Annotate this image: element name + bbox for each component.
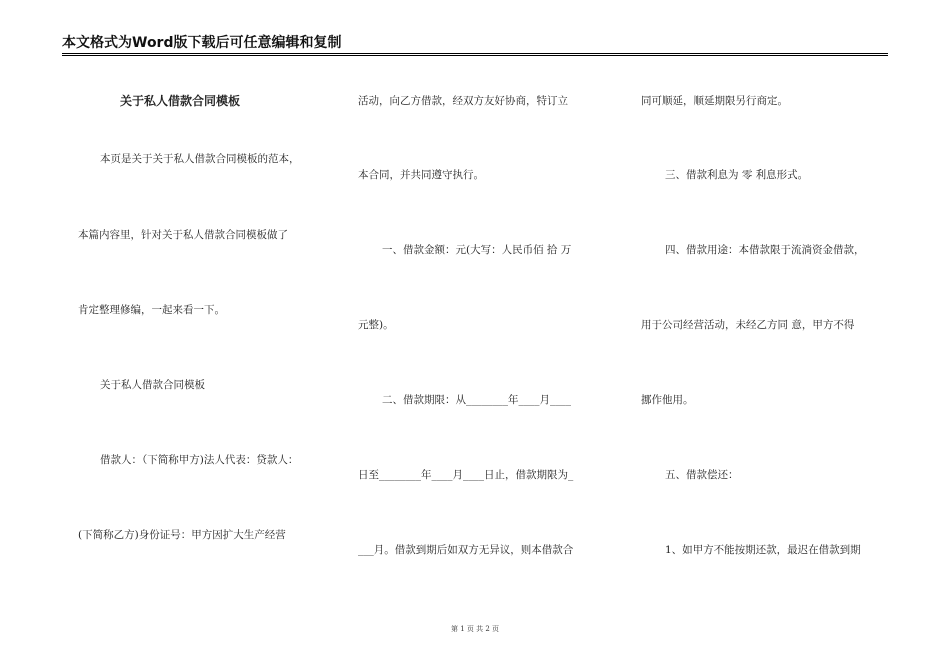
text-column-3 bbox=[641, 0, 886, 672]
clause-line: 三、借款利息为 零 利息形式。 bbox=[665, 169, 809, 181]
text-line: 活动，向乙方借款，经双方友好协商，特订立 bbox=[358, 95, 568, 107]
text-line: ___月。借款到期后如双方无异议，则本借款合 bbox=[358, 544, 574, 556]
page-number-footer: 第 1 页 共 2 页 bbox=[450, 625, 500, 633]
clause-line: 一、借款金额：元(大写：人民币佰 拾 万 bbox=[382, 244, 572, 256]
text-column-1 bbox=[76, 0, 326, 672]
text-line: 肯定整理修编，一起来看一下。 bbox=[78, 304, 225, 316]
text-line: 元整)。 bbox=[358, 319, 394, 331]
text-line: 挪作他用。 bbox=[641, 394, 694, 406]
text-line: 借款人：（下简称甲方)法人代表：贷款人： bbox=[100, 454, 299, 466]
text-line: 本篇内容里，针对关于私人借款合同模板做了 bbox=[78, 229, 288, 241]
clause-line: 四、借款用途：本借款限于流淌资金借款， bbox=[665, 244, 865, 256]
text-line: 本页是关于关于私人借款合同模板的范本， bbox=[100, 153, 300, 165]
text-line: 本合同，并共同遵守执行。 bbox=[358, 169, 484, 181]
text-column-2 bbox=[358, 0, 608, 672]
text-line: (下简称乙方)身份证号：甲方因扩大生产经营 bbox=[78, 529, 286, 541]
clause-line: 1、如甲方不能按期还款，最迟在借款到期 bbox=[665, 544, 861, 556]
text-line: 同可顺延，顺延期限另行商定。 bbox=[641, 95, 788, 107]
text-line: 日至________年____月____日止，借款期限为_ bbox=[358, 469, 574, 481]
document-header-notice: 本文格式为Word版下载后可任意编辑和复制 bbox=[62, 35, 342, 51]
clause-line: 二、借款期限：从________年____月____ bbox=[382, 394, 571, 406]
document-title: 关于私人借款合同模板 bbox=[120, 94, 241, 108]
section-heading: 关于私人借款合同模板 bbox=[100, 379, 205, 391]
clause-line: 五、借款偿还： bbox=[665, 469, 739, 481]
text-line: 用于公司经营活动，未经乙方同 意，甲方不得 bbox=[641, 319, 855, 331]
